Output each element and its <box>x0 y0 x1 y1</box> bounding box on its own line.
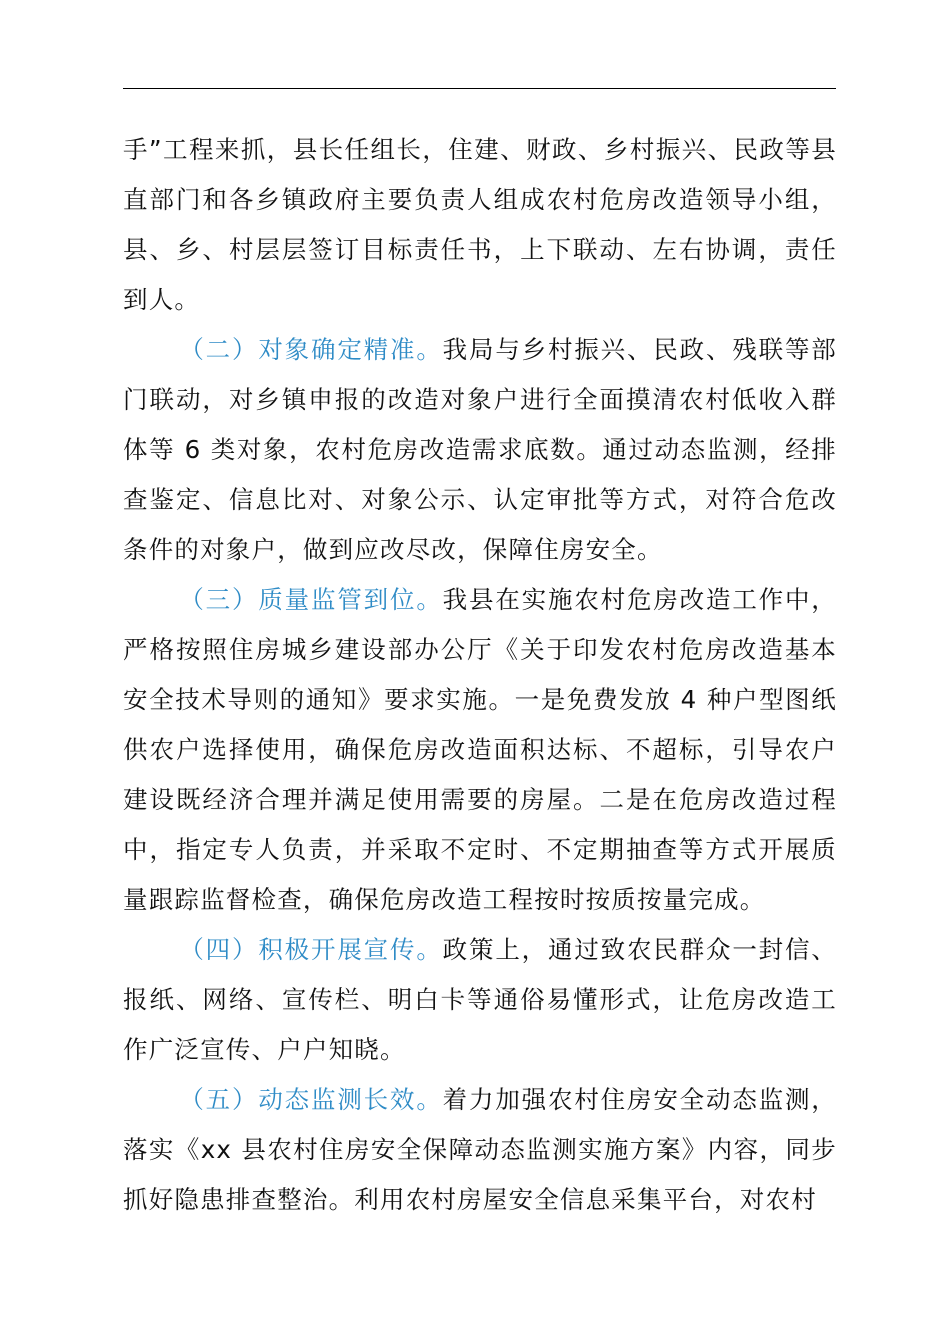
paragraph-5-heading: （五）动态监测长效。 <box>179 1085 443 1114</box>
paragraph-4 <box>123 925 837 1075</box>
paragraph-3-text: 我县在实施农村危房改造工作中，严格按照住房城乡建设部办公厅《关于印发农村危房改造基本安全技术导则的通知》要求实施。一是免费发放 4 种户型图纸供农户选择使用，确保危房改造面积达标、不超标，引导农户建设既经济合理并满足使用需要的房屋。二是在危房改造过程中，指定专人负责，并采取不定时、不定期抽查等方式开展质量跟踪监督检查，确保危房改造工程按时按质按量完成。 <box>123 585 838 914</box>
paragraph-2-text: 我局与乡村振兴、民政、残联等部门联动，对乡镇申报的改造对象户进行全面摸清农村低收入群体等 6 类对象，农村危房改造需求底数。通过动态监测，经排查鉴定、信息比对、对象公示、认定审批等方式，对符合危改条件的对象户，做到应改尽改，保障住房安全。 <box>123 335 838 564</box>
paragraph-4-text: 政策上，通过致农民群众一封信、报纸、网络、宣传栏、明白卡等通俗易懂形式，让危房改造工作广泛宣传、户户知晓。 <box>123 935 838 1064</box>
paragraph-1 <box>123 125 837 325</box>
paragraph-3-heading: （三）质量监管到位。 <box>179 585 443 614</box>
paragraph-5-text: 着力加强农村住房安全动态监测，落实《xx 县农村住房安全保障动态监测实施方案》内容，同步抓好隐患排查整治。利用农村房屋安全信息采集平台，对农村 <box>123 1085 838 1214</box>
document-body <box>123 125 837 1225</box>
paragraph-3 <box>123 575 837 925</box>
paragraph-1-text: 手”工程来抓，县长任组长，住建、财政、乡村振兴、民政等县直部门和各乡镇政府主要负责人组成农村危房改造领导小组，县、乡、村层层签订目标责任书，上下联动、左右协调，责任到人。 <box>123 135 837 314</box>
paragraph-2 <box>123 325 837 575</box>
paragraph-2-heading: （二）对象确定精准。 <box>179 335 443 364</box>
paragraph-5 <box>123 1075 837 1225</box>
header-rule <box>123 88 836 89</box>
paragraph-4-heading: （四）积极开展宣传。 <box>179 935 443 964</box>
